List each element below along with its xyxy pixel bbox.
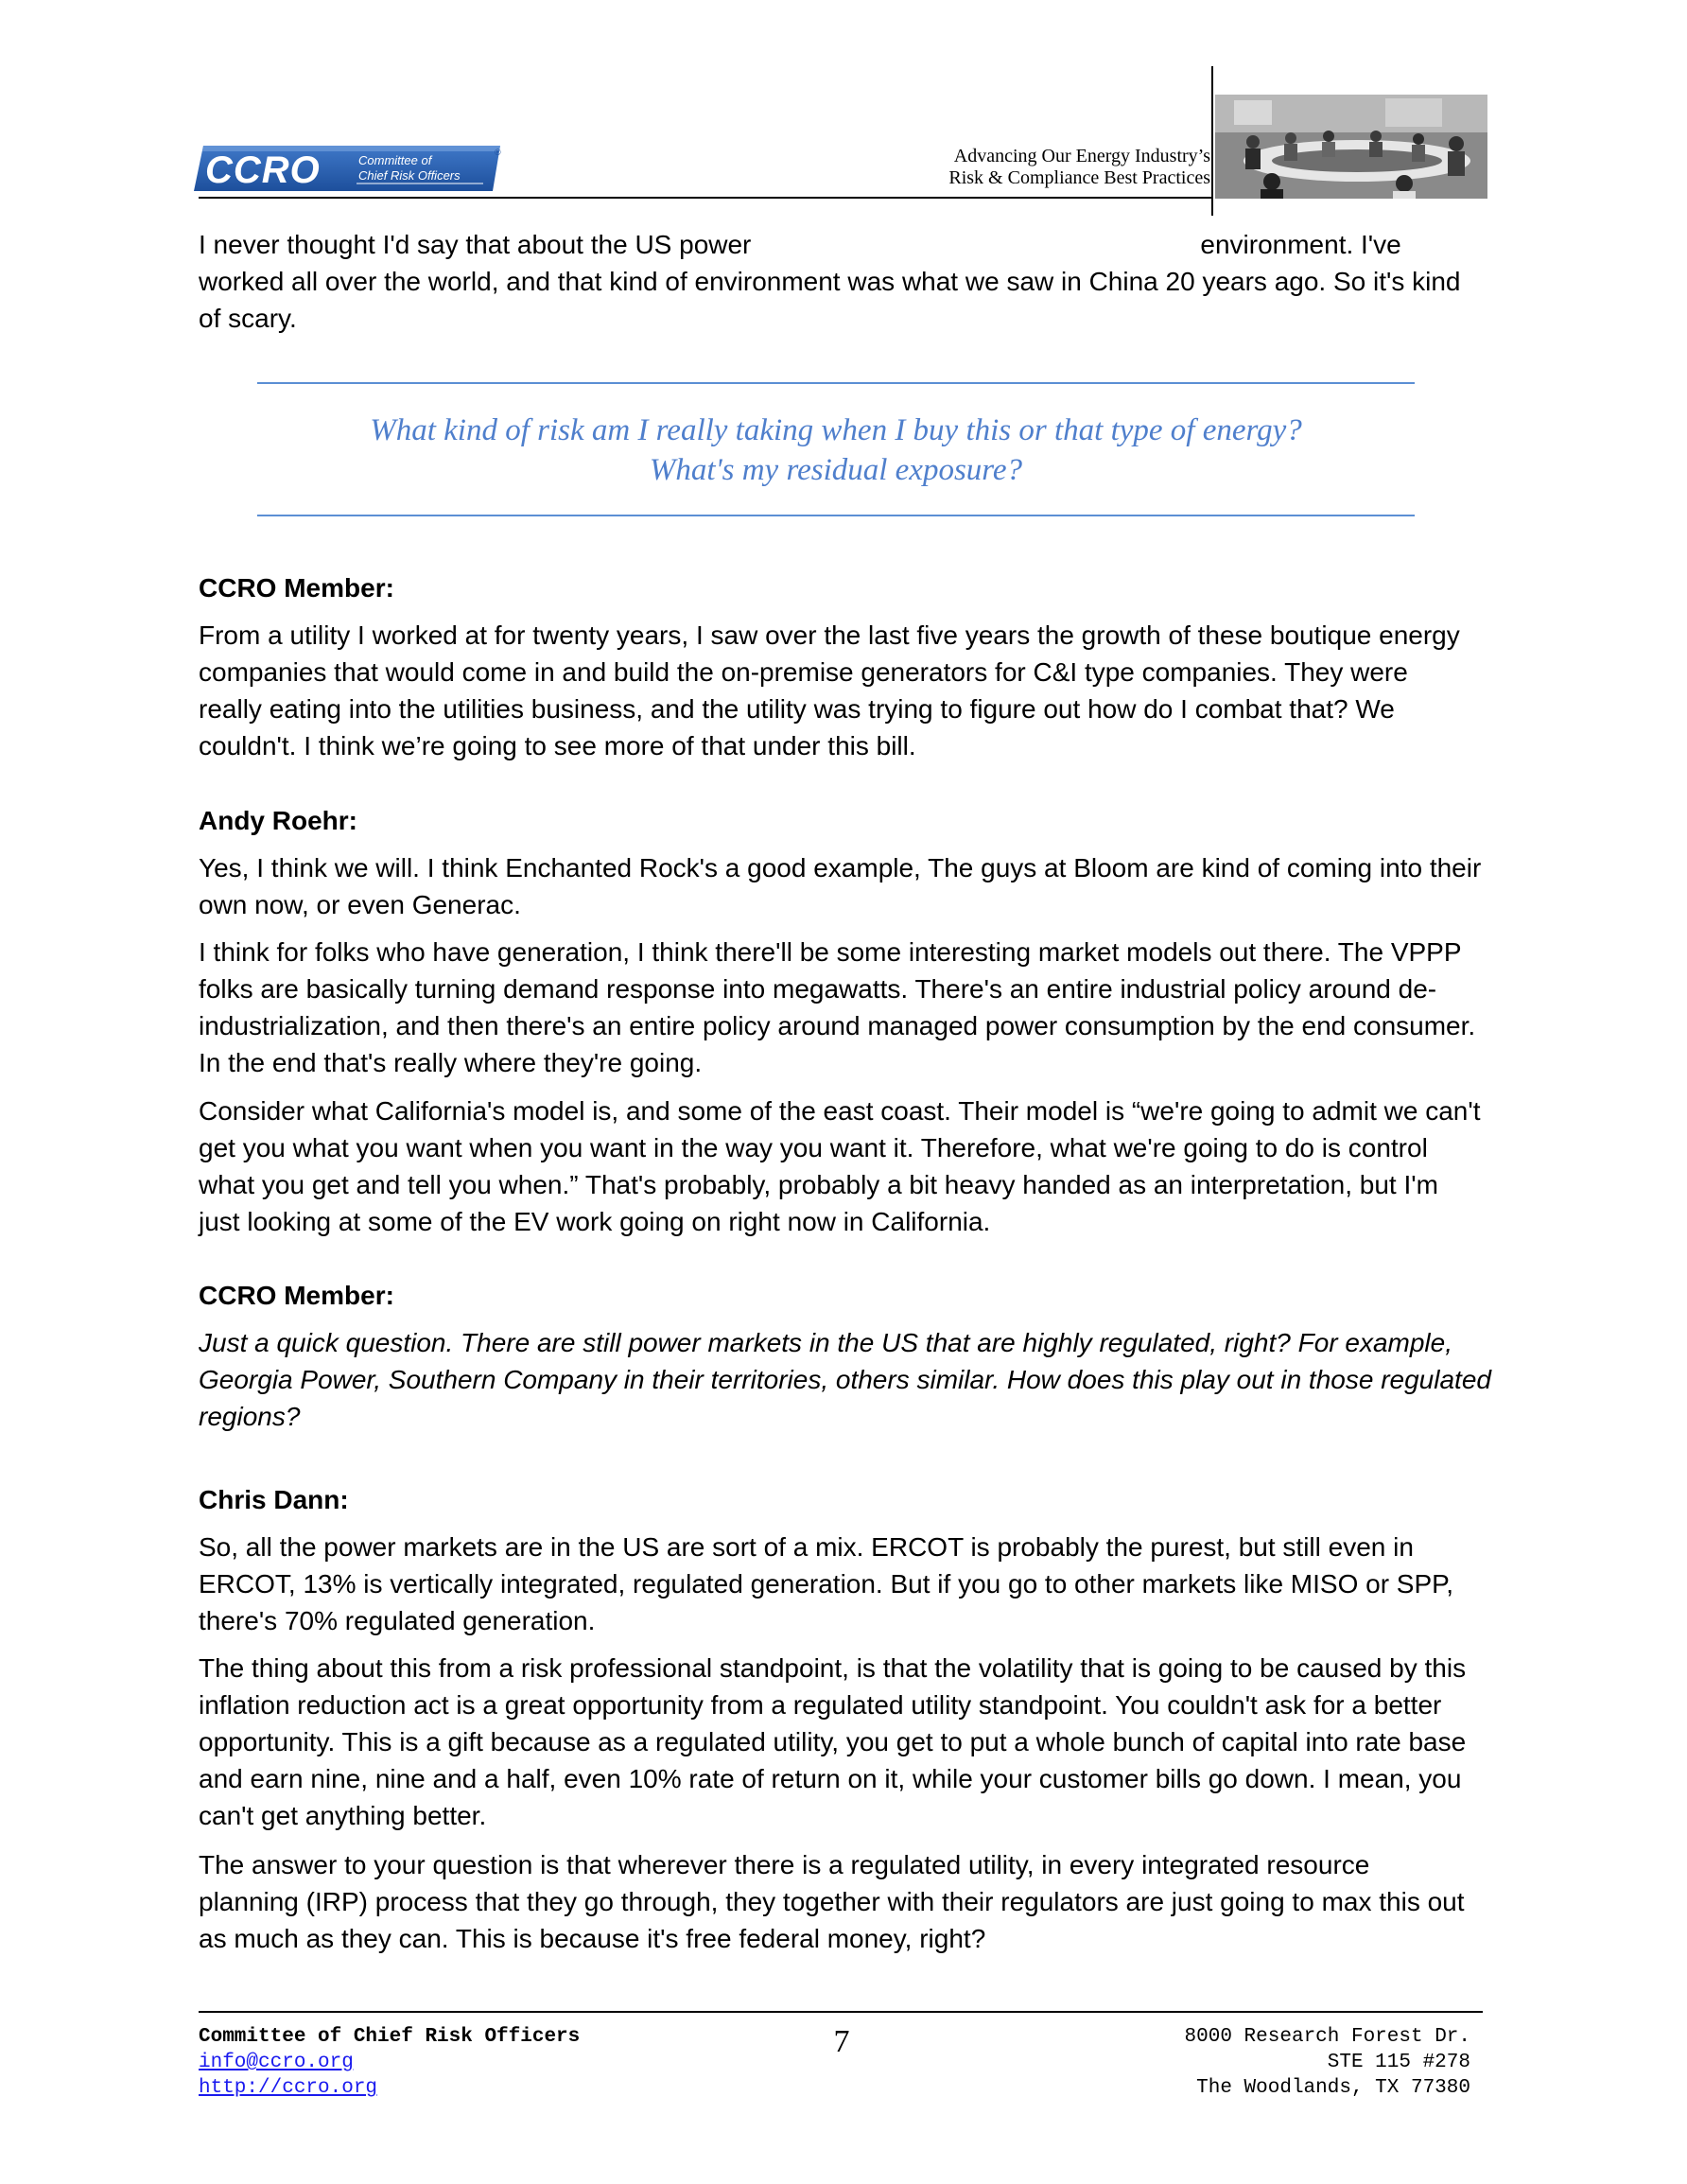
footer-rule	[199, 2011, 1483, 2013]
footer-address	[1135, 2024, 1470, 2101]
speaker-ccro-member-2: CCRO Member:	[199, 1281, 394, 1310]
s4-paragraph-3: The answer to your question is that wherever there is a regulated utility, in every integrated resource planning (IRP) process that they go through, they together with their regulators are just going to max this out as much as they can. This is because it's free federal money, right?	[199, 1850, 1465, 1953]
header-tagline	[813, 146, 1210, 189]
s2-paragraph-2: I think for folks who have generation, I think there'll be some interesting market models out there. The VPPP folks are basically turning demand response into megawatts. There's an entire industrial policy around de-industrialization, and then there's an entire policy around managed power consumption by the end consumer. In the end that's really where they're going.	[199, 937, 1476, 1077]
speaker-chris-dann: Chris Dann:	[199, 1485, 349, 1514]
s4-paragraph-1: So, all the power markets are in the US are sort of a mix. ERCOT is probably the purest, but still even in ERCOT, 13% is vertically integrated, regulated generation. But if you go to other markets like MISO or SPP, there's 70% regulated generation.	[199, 1532, 1454, 1635]
footer-email-link[interactable]: info@ccro.org	[199, 2052, 354, 2073]
s1-paragraph-1: From a utility I worked at for twenty years, I saw over the last five years the growth of these boutique energy companies that would come in and build the on-premise generators for C&I type companies. They were really eating into the utilities business, and the utility was trying to figure out how do I combat that? We couldn't. I think we’re going to see more of that under this bill.	[199, 620, 1460, 760]
intro-rest: worked all over the world, and that kind of environment was what we saw in China 20 years ago. So it's kind of scary.	[199, 267, 1461, 333]
logo-subtext-1: Committee of	[358, 153, 432, 167]
pull-quote	[257, 411, 1415, 490]
s2-paragraph-1: Yes, I think we will. I think Enchanted Rock's a good example, The guys at Bloom are kind of coming into their own now, or even Generac.	[199, 853, 1482, 919]
intro-line1-a: I never thought I'd say that about the US power	[199, 230, 752, 259]
pull-quote-line-2: What's my residual exposure?	[649, 453, 1023, 487]
pull-quote-line-1: What kind of risk am I really taking when I buy this or that type of energy?	[370, 413, 1302, 447]
pull-quote-top-rule	[257, 382, 1415, 384]
logo-subtext-2: Chief Risk Officers	[358, 168, 461, 183]
footer-org: Committee of Chief Risk Officers	[199, 2026, 581, 2048]
speaker-ccro-member-1: CCRO Member:	[199, 573, 394, 603]
intro-paragraph	[199, 226, 1489, 337]
header-rule	[199, 197, 1212, 199]
footer-url-link[interactable]: http://ccro.org	[199, 2077, 378, 2099]
footer-contact	[199, 2024, 580, 2101]
s2-paragraph-3: Consider what California's model is, and some of the east coast. Their model is “we're going to admit we can't get you what you want when you want in the way you want it. Therefore, what we're going to do is control what you get and tell you when.” That's probably, probably a bit heavy handed as an interpretation, but I'm just looking at some of the EV work going on right now in California.	[199, 1096, 1481, 1236]
intro-line1-b: environment. I've	[1200, 230, 1401, 259]
logo-text: CCRO	[205, 149, 321, 191]
ccro-logo	[192, 144, 506, 193]
speaker-andy-roehr: Andy Roehr:	[199, 806, 357, 835]
s4-paragraph-2: The thing about this from a risk professional standpoint, is that the volatility that is going to be caused by this inflation reduction act is a great opportunity from a regulated utility standpoint. You couldn't ask for a better opportunity. This is a gift because as a regulated utility, you get to put a whole bunch of capital into rate base and earn nine, nine and a half, even 10% rate of return on it, while your customer bills go down. I mean, you can't get anything better.	[199, 1653, 1467, 1830]
tagline-line-1: Advancing Our Energy Industry’s	[953, 146, 1210, 166]
page-number: 7	[833, 2024, 850, 2059]
header-vertical-rule	[1211, 66, 1213, 216]
meeting-photo	[1215, 95, 1487, 199]
footer-address-line-1: 8000 Research Forest Dr.	[1184, 2026, 1470, 2048]
svg-text:®: ®	[495, 148, 501, 157]
tagline-line-2: Risk & Compliance Best Practices	[948, 167, 1210, 188]
pull-quote-bottom-rule	[257, 515, 1415, 516]
footer-address-line-3: The Woodlands, TX 77380	[1196, 2077, 1470, 2099]
s3-paragraph-1: Just a quick question. There are still power markets in the US that are highly regulated, right? For example, Georgia Power, Southern Company in their territories, others similar. How does this play out in those regulated regions?	[199, 1328, 1491, 1431]
footer-address-line-2: STE 115 #278	[1327, 2052, 1470, 2073]
